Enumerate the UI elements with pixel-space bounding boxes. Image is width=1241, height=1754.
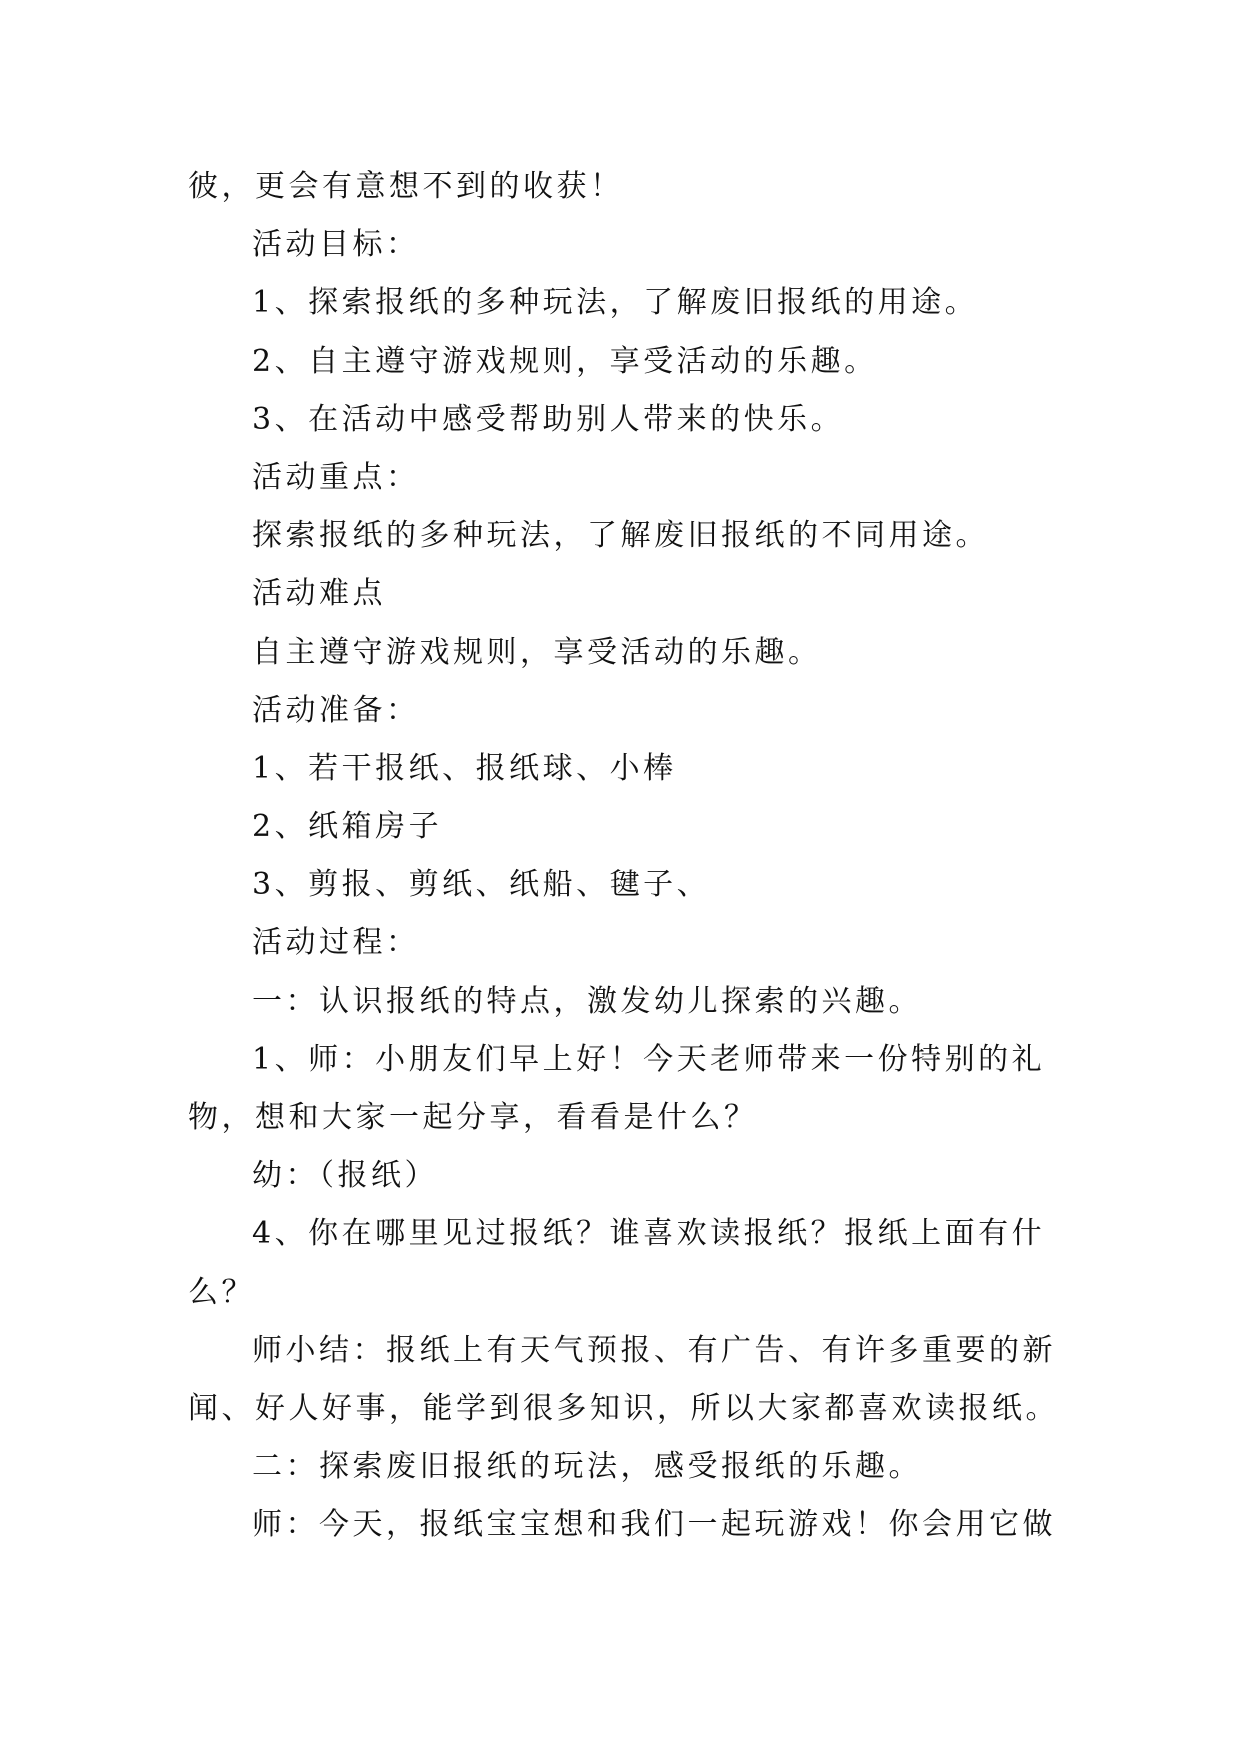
text-line: 3、剪报、剪纸、纸船、毽子、 bbox=[252, 867, 711, 903]
text-line: 活动难点 bbox=[252, 576, 386, 612]
text-line: 活动准备： bbox=[252, 692, 420, 728]
text-line: 自主遵守游戏规则，享受活动的乐趣。 bbox=[252, 634, 822, 670]
text-line: 2、自主遵守游戏规则，享受活动的乐趣。 bbox=[252, 343, 878, 379]
text-line: 师：今天，报纸宝宝想和我们一起玩游戏！你会用它做 bbox=[252, 1507, 1056, 1543]
text-line: 么？ bbox=[188, 1274, 255, 1310]
text-line: 探索报纸的多种玩法，了解废旧报纸的不同用途。 bbox=[252, 518, 989, 554]
text-line: 幼：（报纸） bbox=[252, 1158, 438, 1194]
text-line: 彼，更会有意想不到的收获！ bbox=[188, 169, 624, 204]
text-line: 活动重点： bbox=[252, 459, 420, 495]
text-line: 师小结：报纸上有天气预报、有广告、有许多重要的新 bbox=[252, 1332, 1056, 1368]
text-line: 4、你在哪里见过报纸？谁喜欢读报纸？报纸上面有什 bbox=[252, 1216, 1046, 1252]
text-line: 物，想和大家一起分享，看看是什么？ bbox=[188, 1100, 758, 1135]
text-line: 活动过程： bbox=[252, 925, 420, 961]
text-line: 二：探索废旧报纸的玩法，感受报纸的乐趣。 bbox=[252, 1449, 922, 1485]
text-line: 1、若干报纸、报纸球、小棒 bbox=[252, 750, 677, 786]
document-body bbox=[188, 158, 1068, 1555]
text-line: 3、在活动中感受帮助别人带来的快乐。 bbox=[252, 401, 845, 437]
text-line: 活动目标： bbox=[252, 227, 420, 263]
text-line: 2、纸箱房子 bbox=[252, 809, 443, 845]
text-line: 闻、好人好事，能学到很多知识，所以大家都喜欢读报纸。 bbox=[188, 1390, 1059, 1426]
text-line: 一：认识报纸的特点，激发幼儿探索的兴趣。 bbox=[252, 983, 922, 1019]
text-line: 1、探索报纸的多种玩法，了解废旧报纸的用途。 bbox=[252, 285, 979, 321]
text-line: 1、师：小朋友们早上好！今天老师带来一份特别的礼 bbox=[252, 1041, 1046, 1077]
